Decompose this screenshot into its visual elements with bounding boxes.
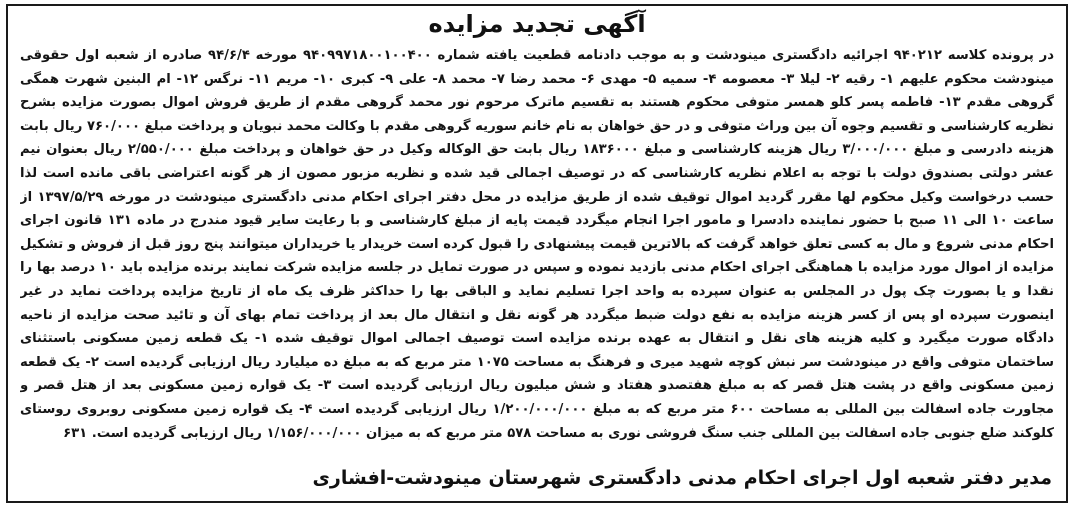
- notice-title: آگهی تجدید مزایده: [428, 10, 646, 38]
- notice-body: در پرونده کلاسه ۹۴۰۲۱۲ اجرائیه دادگستری مینودشت و به موجب دادنامه قطعیت یافته شماره ۹۴۰۹۹۷۱۸۰۰۱۰۰۴۰۰ مورخه ۹۴/۶/۴ صادره از شعبه اول حقوقی مینودشت محکوم علیهم ۱- رقیه ۲- لیلا ۳- معصومه ۴- سمیه ۵- مهدی ۶- محمد رضا ۷- محمد ۸- علی ۹- کبری ۱۰- مریم ۱۱- نرگس ۱۲- ام البنین شهرت همگی گروهی مقدم ۱۳- فاطمه پسر کلو همسر متوفی محکوم هستند به تقسیم ماترک مرحوم نور محمد گروهی مقدم از طریق فروش اموال بصورت مزایده بشرح نظریه کارشناسی و تقسیم وجوه آن بین وراث متوفی و در حق خواهان به نام خانم سوریه گروهی مقدم با وکالت محمد نبویان و پرداخت مبلغ ۷۶۰/۰۰۰ ریال بابت هزینه دادرسی و مبلغ ۳/۰۰۰/۰۰۰ ریال هزینه کارشناسی و مبلغ ۱۸۳۶۰۰۰ ریال بابت حق الوکاله وکیل در حق خواهان و پرداخت مبلغ ۲/۵۵۰/۰۰۰ ریال بعنوان نیم عشر دولتی بصندوق دولت با توجه به اعلام نظریه کارشناسی که در توصیف اجمالی قید شده و نظریه مزبور مصون از هر گونه اعتراضی باقی مانده است لذا حسب درخواست وکیل محکوم لها مقرر گردید اموال توقیف شده از طریق مزایده در محل دفتر اجرای احکام مدنی دادگستری مینودشت در مورخه ۱۳۹۷/۵/۲۹ از ساعت ۱۰ الی ۱۱ صبح با حضور نماینده دادسرا و مامور اجرا انجام میگردد قیمت پایه از مبلغ کارشناسی و با رعایت سایر قیود مندرج در ماده ۱۳۱ قانون اجرای احکام مدنی شروع و مال به کسی تعلق خواهد گرفت که بالاترین قیمت پیشنهادی را قبول کرده است خریدار یا خریداران میتوانند پنج روز قبل از فروش و تشکیل مزایده از اموال مورد مزایده با هماهنگی اجرای احکام مدنی بازدید نموده و سپس در صورت تمایل در جلسه مزایده شرکت نمایند برنده مزایده باید ۱۰ درصد بها را نقدا و یا بصورت چک پول در المجلس به عنوان سپرده به واحد اجرا تسلیم نماید و الباقی بها را حداکثر ظرف یک ماه از تاریخ مزایده پرداخت نماید در غیر اینصورت سپرده او پس از کسر هزینه مزایده به نفع دولت ضبط میگردد هر گونه نقل و انتقال مال بعد از پرداخت تمام بهای آن و تائید صحت مزایده از ناحیه دادگاه صورت میگیرد و کلیه هزینه های نقل و انتقال به عهده برنده مزایده است توصیف اجمالی اموال توقیف شده ۱- یک قطعه زمین مسکونی باستثنای ساختمان متوفی واقع در مینودشت سر نبش کوچه شهید میری و فرهنگ به مساحت ۱۰۷۵ متر مربع که به مبلغ ده میلیارد ریال ارزیابی گردیده است ۲- یک قطعه زمین مسکونی واقع در پشت هتل قصر که به مبلغ هفتصدو هفتاد و شش میلیون ریال ارزیابی گردیده است ۳- یک قواره زمین مسکونی بعد از هتل قصر و مجاورت جاده اسفالت بین المللی به مساحت ۶۰۰ متر مربع که به مبلغ ۱/۲۰۰/۰۰۰/۰۰۰ ریال ارزیابی گردیده است ۴- یک قواره زمین مسکونی روبروی روستای کلوکند ضلع جنوبی جاده اسفالت بین المللی جنب سنگ فروشی نوری به مساحت ۵۷۸ متر مربع که به میزان ۱/۱۵۶/۰۰۰/۰۰۰ ریال ارزیابی گردیده است. ۶۳۱: [20, 48, 1054, 441]
- notice-frame: [6, 4, 1068, 503]
- notice-signature: مدیر دفتر شعبه اول اجرای احکام مدنی دادگستری شهرستان مینودشت-افشاری: [312, 467, 1052, 489]
